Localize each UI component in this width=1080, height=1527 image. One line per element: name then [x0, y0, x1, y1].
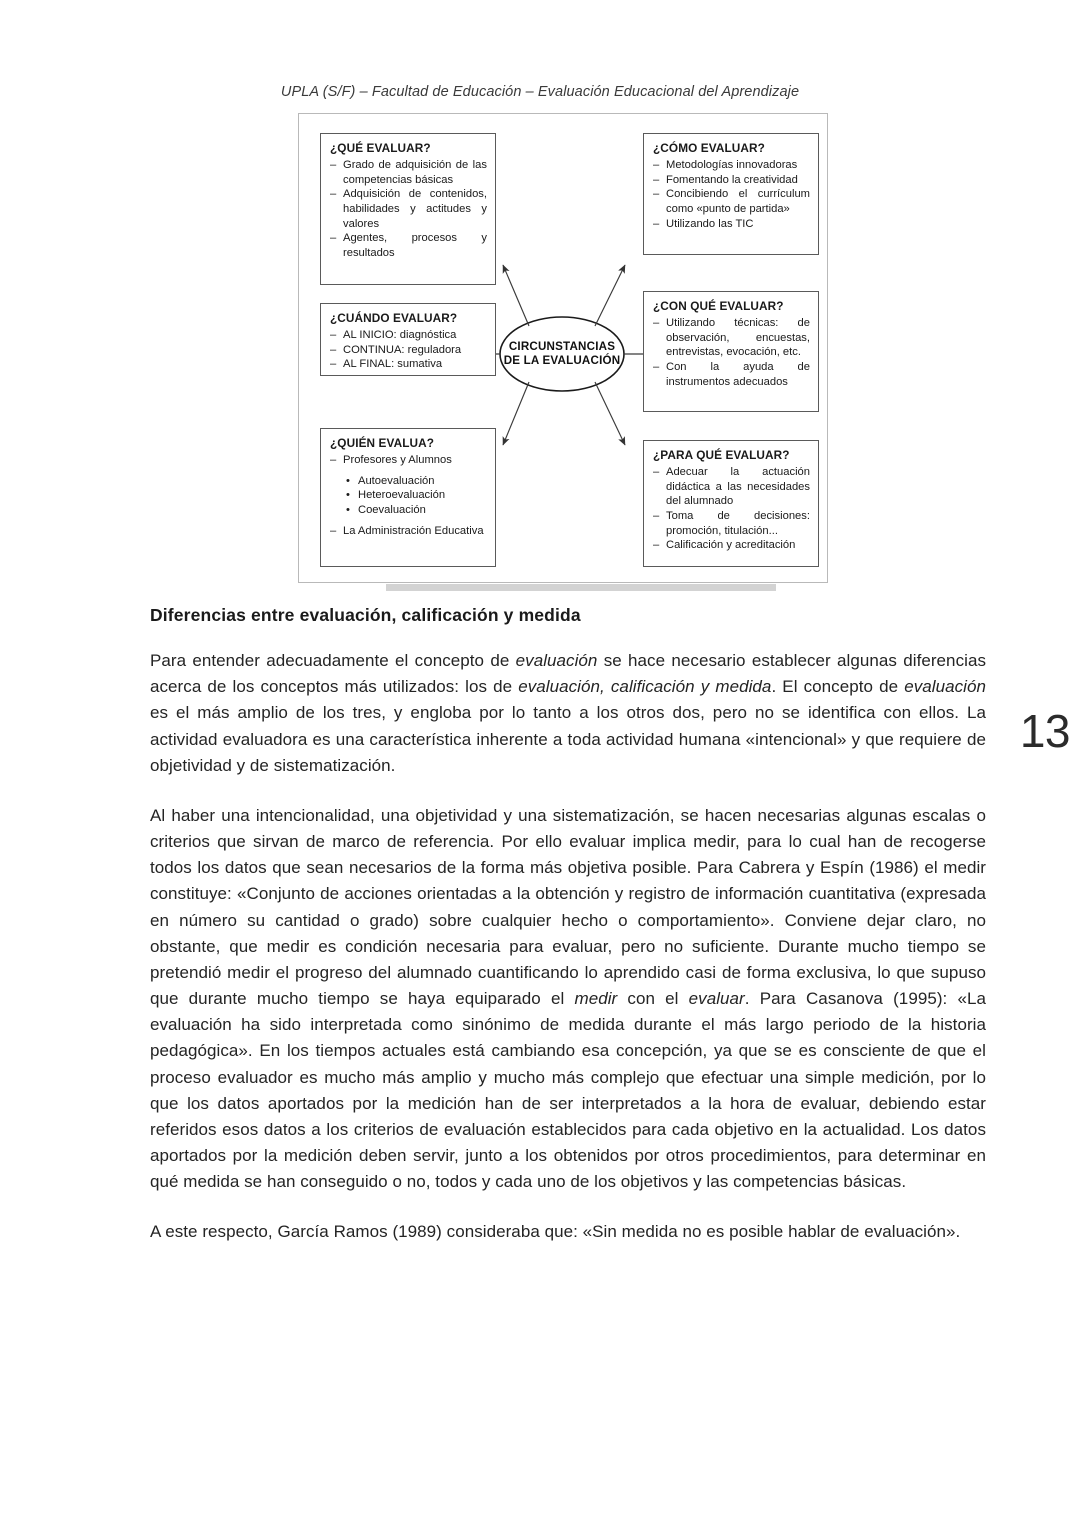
list-item: – AL FINAL: sumativa — [330, 357, 487, 372]
box-title-como: ¿CÓMO EVALUAR? — [653, 141, 765, 155]
paragraph-3: A este respecto, García Ramos (1989) consideraba que: «Sin medida no es posible hablar de evaluación». — [150, 1222, 961, 1242]
list-item: – Utilizando técnicas: de observación, encuestas, entrevistas, evocación, etc. — [653, 316, 810, 360]
box-list-que — [330, 158, 487, 260]
list-item: • Autoevaluación — [346, 474, 487, 489]
diagram-box-que-evaluar — [320, 133, 496, 285]
box-title-quien: ¿QUIÉN EVALUA? — [330, 436, 435, 450]
list-item: – Profesores y Alumnos — [330, 453, 487, 468]
list-item: – Con la ayuda de instrumentos adecuados — [653, 360, 810, 389]
box-title-paraque: ¿PARA QUÉ EVALUAR? — [653, 448, 790, 462]
box-list-quien — [330, 453, 487, 468]
box-title-cuando: ¿CUÁNDO EVALUAR? — [330, 311, 458, 325]
list-item: • Heteroevaluación — [346, 488, 487, 503]
list-item: • Coevaluación — [346, 503, 487, 518]
list-item: – Utilizando las TIC — [653, 217, 810, 232]
diagram-box-cuando-evaluar — [320, 303, 496, 376]
list-item: – CONTINUA: reguladora — [330, 343, 487, 358]
figure-shadow — [386, 584, 776, 591]
diagram-box-como-evaluar — [643, 133, 819, 255]
paragraph-2: Al haber una intencionalidad, una objetividad y una sistematización, se hacen necesarias algunas escalas o criterios que sirvan de marco de referencia. Por ello evaluar implica medir, para lo cual han de recogerse todos los datos que sean necesarios de la forma más objetiva posible. Para Cabrera y Espín (1986) el medir constituye: «Conjunto de acciones orientadas a la obtención y registro de información cuantitativa (expresada en número su cantidad o grado) sobre cualquier hecho o comportamiento». Conviene dejar claro, no obstante, que medir es condición necesaria para evaluar, pero no suficiente. Durante mucho tiempo se pretendió medir el progreso del alumnado cuantificando lo aprendido casi de forma exclusiva, lo que supuso que durante mucho tiempo se haya equiparado el medir con el evaluar. Para Casanova (1995): «La evaluación ha sido interpretada como sinónimo de medida durante el más largo periodo de la historia pedagógica». En los tiempos actuales está cambiando esa concepción, ya que se es consciente de que el proceso evaluador es mucho más amplio y mucho más complejo que efectuar una simple medición, por lo que los datos aportados por la medición han de ser interpretados a la hora de evaluar, debiendo estar referidos esos datos a los criterios de evaluación establecidos para cada objetivo en la actualidad. Los datos aportados por la medición deben servir, junto a los obtenidos por otros procedimientos, para determinar en qué medida se han conseguido o no, todos y cada uno de los objetivos y las competencias básicas. — [150, 805, 986, 1192]
box-list-quien-after — [330, 524, 487, 539]
list-item: – Toma de decisiones: promoción, titulación... — [653, 509, 810, 538]
box-list-conque — [653, 316, 810, 389]
list-item: – Concibiendo el currículum como «punto de partida» — [653, 187, 810, 216]
box-list-como — [653, 158, 810, 231]
list-item: – Calificación y acreditación — [653, 538, 810, 553]
box-list-paraque — [653, 465, 810, 552]
box-sublist-quien — [346, 474, 487, 518]
diagram-box-para-que-evaluar — [643, 440, 819, 567]
evaluation-circumstances-figure — [298, 113, 828, 583]
list-item: – Metodologías innovadoras — [653, 158, 810, 173]
list-item: – Adquisición de contenidos, habilidades y actitudes y valores — [330, 187, 487, 231]
list-item: – La Administración Educativa — [330, 524, 487, 539]
diagram-box-con-que-evaluar — [643, 291, 819, 412]
box-title-que: ¿QUÉ EVALUAR? — [330, 141, 431, 155]
box-list-cuando — [330, 328, 487, 372]
center-label-line-1: CIRCUNSTANCIAS — [508, 339, 616, 353]
list-item: – AL INICIO: diagnóstica — [330, 328, 487, 343]
paragraph-1: Para entender adecuadamente el concepto de evaluación se hace necesario establecer algunas diferencias acerca de los conceptos más utilizados: los de evaluación, calificación y medida. El concepto de evaluación es el más amplio de los tres, y engloba por lo tanto a los otros dos, pero no se identifica con ellos. La actividad evaluadora es una característica inherente a toda actividad humana «intencional» y que requiere de objetividad y de sistematización. — [150, 651, 986, 775]
list-item: – Fomentando la creatividad — [653, 173, 810, 188]
page-body — [150, 605, 986, 1246]
center-ellipse-label — [501, 328, 623, 380]
list-item: – Grado de adquisición de las competencias básicas — [330, 158, 487, 187]
running-header: UPLA (S/F) – Facultad de Educación – Evaluación Educacional del Aprendizaje — [280, 84, 800, 100]
diagram-box-quien-evalua — [320, 428, 496, 567]
center-label-line-2: DE LA EVALUACIÓN — [503, 354, 621, 367]
section-heading: Diferencias entre evaluación, calificación y medida — [150, 605, 581, 625]
page-number: 13 — [1019, 705, 1070, 757]
list-item: – Agentes, procesos y resultados — [330, 231, 487, 260]
box-title-conque: ¿CON QUÉ EVALUAR? — [653, 299, 784, 313]
list-item: – Adecuar la actuación didáctica a las necesidades del alumnado — [653, 465, 810, 509]
